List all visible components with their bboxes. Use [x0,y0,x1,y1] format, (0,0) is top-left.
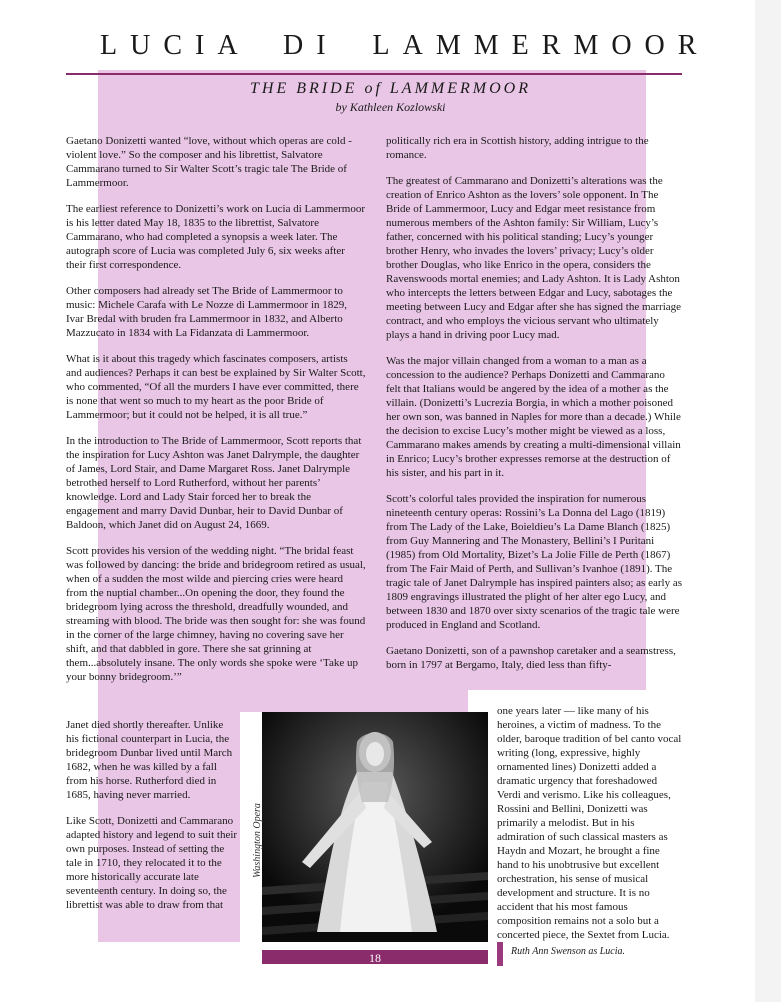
paragraph: one years later — like many of his heroines, a victim of madness. To the older, baroque tradition of bel canto vocal writing (long, expressive, highly ornamented lines) Donizetti added a dramatic urgency that foreshadowed Verdi and verismo. Like his colleagues, Rossini and Bellini, Donizetti was primarily a melodist. But in his admiration of such classical masters as Haydn and Mozart, he brought a fine hand to his unobtrusive but excellent orchestration, his sense of musical development and structure. It is no accident that his most famous composition remains not a solo but a concerted piece, the Sextet from Lucia. [497,705,682,941]
header-rule [66,73,682,75]
paragraph: What is it about this tragedy which fascinates composers, artists and audiences? Perhaps it can best be explained by Sir Walter Scott, who commented, “Of all the murders I have ever committed, there is none that went so much to my heart as the poor Bride of Lammermoor; but it could not be helped, it is all true.” [66,353,366,421]
performance-photo [262,712,488,942]
paragraph: Other composers had already set The Bride of Lammermoor to music: Michele Carafa with Le Nozze di Lammermoor in 1829, Ivar Bredal with bruden fra Lammermoor in 1832, and Alberto Mazzucato in 1834 with La Fidanzata di Lammermoor. [66,285,348,339]
photo-caption: Ruth Ann Swenson as Lucia. [511,946,625,957]
page-title: LUCIA DI LAMMERMOOR [100,30,710,61]
paragraph: Like Scott, Donizetti and Cammarano adapted history and legend to suit their own purposes. Instead of setting the tale in 1710, they relocated it to the more historically accurate late seventeenth century. In doing so, the librettist was able to draw from that [66,815,238,911]
article-byline: by Kathleen Kozlowski [335,100,446,114]
photo-credit: Washington Opera [252,803,263,878]
right-column [386,134,682,684]
left-column-bottom [66,718,238,924]
paragraph: Scott provides his version of the wedding night. “The bridal feast was followed by dancing: the bride and bridegroom retired as usual, when of a sudden the most wilde and piercing cries were heard from the nuptial chamber...On opening the door, they found the bridegroom lying across the threshold, dreadfully wounded, and streaming with blood. The bride was then sought for: she was found in the corner of the large chimney, having no covering save her shift, and that dabbled in gore. There she sat grinning at them...absolutely insane. The only words she spoke were ‘Take up your bonny bridegroom.’” [66,545,366,683]
paragraph: politically rich era in Scottish history, adding intrigue to the romance. [386,135,649,161]
paragraph: Was the major villain changed from a woman to a man as a concession to the audience? Perhaps Donizetti and Cammarano felt that Italians would be angered by the idea of a mother as the villain. (Donizetti’s Lucrezia Borgia, in which a mother poisoned her own son, was banned in Naples for more than a decade.) While the decision to excise Lucy’s mother might be viewed as a loss, Cammarano makes amends by creating a multi-dimensional villain in Enrico; Lucy’s brother expresses remorse at the destruction of his sister, and his part in it. [386,355,681,479]
page-number: 18 [369,951,381,965]
right-column-bottom [497,704,683,954]
photo-illustration [262,712,488,942]
paragraph: The greatest of Cammarano and Donizetti’s alterations was the creation of Enrico Ashton as the lovers’ sole opponent. In The Bride of Lammermoor, Lucy and Edgar meet resistance from numerous members of the Ashton family: Sir William, Lucy’s father, concerned with his political standing; Lucy’s younger brother Henry, who invades the lovers’ privacy; Lucy’s older brother Douglas, who like Enrico in the opera, considers the Ravenswoods mortal enemies; and Lady Ashton. It is Lady Ashton who intercepts the letters between Edgar and Lucy, sabotages the meeting between Lucy and Edgar after she has signed the marriage contract, and who employs the vicious servant who ultimately plays a hand in driving poor Lucy mad. [386,175,682,341]
paragraph: Gaetano Donizetti, son of a pawnshop caretaker and a seamstress, born in 1797 at Bergamo, Italy, died less than fifty- [386,645,676,671]
caption-marker [497,942,503,966]
left-column [66,134,366,696]
article-title: THE BRIDE of LAMMERMOOR [250,80,531,97]
page-edge [755,0,781,1002]
paragraph: The earliest reference to Donizetti’s work on Lucia di Lammermoor is his letter dated May 18, 1835 to the librettist, Salvatore Cammarano, who had completed a synopsis a week later. The autograph score of Lucia was completed July 6, six weeks after their first correspondence. [66,203,366,271]
paragraph: Gaetano Donizetti wanted “love, without which operas are cold - violent love.” So the composer and his librettist, Salvatore Cammarano turned to Sir Walter Scott’s tragic tale The Bride of Lammermoor. [66,135,352,189]
paragraph: Janet died shortly thereafter. Unlike his fictional counterpart in Lucia, the bridegroom Dunbar lived until March 1682, when he was killed by a fall from his horse. Rutherford died in 1685, having never married. [66,719,233,801]
paragraph: In the introduction to The Bride of Lammermoor, Scott reports that the inspiration for Lucy Ashton was Janet Dalrymple, the daughter of James, Lord Stair, and Dame Margaret Ross. Janet Dalrymple betrothed herself to Lord Rutherford, without her parents’ knowledge. Lord and Lady Stair forced her to break the engagement and marry David Dunbar, heir to David Dunbar of Baldoon, which Janet did on August 24, 1669. [66,435,362,531]
paragraph: Scott’s colorful tales provided the inspiration for numerous nineteenth century operas: Rossini’s La Donna del Lago (1819) from The Lady of the Lake, Boieldieu’s La Dame Blanch (1825) from Guy Mannering and The Monastery, Bellini’s I Puritani (1985) from Old Mortality, Bizet’s La Jolie Fille de Perth (1867) from The Fair Maid of Perth, and Sullivan’s Ivanhoe (1891). The tragic tale of Janet Dalrymple has inspired painters also; as early as 1809 engravings illustrated the plight of her alter ego Lucy, and between 1830 and 1870 over sixty scenarios of the tragic tale were produced in England and Scotland. [386,493,682,631]
